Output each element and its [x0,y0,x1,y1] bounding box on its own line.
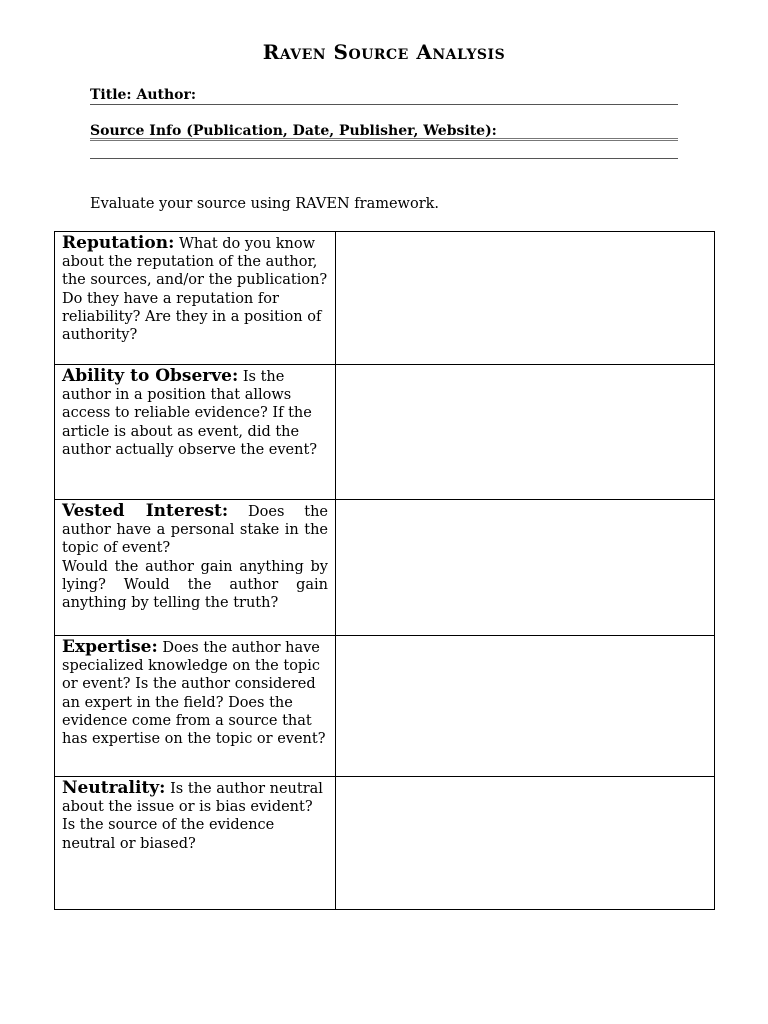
criterion-name: Ability to Observe: [62,366,239,386]
table-row-ability [55,365,715,500]
response-cell-vested-interest[interactable] [336,500,715,636]
criterion-question-continued: Would the author gain anything by lying? Would the author gain anything by telling the truth? [62,558,328,612]
criterion-name: Expertise: [62,637,158,657]
criterion-name: Neutrality: [62,778,166,798]
title-author-field[interactable] [90,86,678,105]
criterion-name: Reputation: [62,233,175,253]
criterion-neutrality [55,777,336,910]
response-cell-expertise[interactable] [336,636,715,777]
criterion-question: Is the author neutral about the issue or is bias evident? Is the source of the evidence neutral or biased? [62,781,323,852]
title-author-label: Title: Author: [90,87,197,103]
criterion-name: Vested Interest: [62,501,229,521]
criterion-question: What do you know about the reputation of the author, the sources, and/or the publication? Do they have a reputation for reliability? Are they in a position of authority? [62,236,328,344]
criterion-question: Does the author have specialized knowledge on the topic or event? Is the author considered an expert in the field? Does the evidence come from a source that has expertise on the topic or event? [62,640,326,748]
response-cell-neutrality[interactable] [336,777,715,910]
source-info-blank-line[interactable] [90,158,678,159]
table-row-reputation [55,232,715,365]
source-info-label: Source Info (Publication, Date, Publisher, Website): [90,123,497,139]
criterion-ability-to-observe [55,365,336,500]
criterion-reputation [55,232,336,365]
table-row-expertise [55,636,715,777]
raven-table [54,231,715,910]
table-row-neutrality [55,777,715,910]
table-row-vested-interest [55,500,715,636]
response-cell-reputation[interactable] [336,232,715,365]
criterion-question: Does the author have a personal stake in the topic of event? [62,504,328,557]
page-title: Raven Source Analysis [262,40,506,64]
response-cell-ability-to-observe[interactable] [336,365,715,500]
instruction-text: Evaluate your source using RAVEN framework. [90,196,440,212]
criterion-question: Is the author in a position that allows access to reliable evidence? If the article is about as event, did the author actually observe the event? [62,369,318,458]
source-info-field[interactable] [90,122,678,141]
criterion-expertise [55,636,336,777]
criterion-vested-interest [55,500,336,636]
